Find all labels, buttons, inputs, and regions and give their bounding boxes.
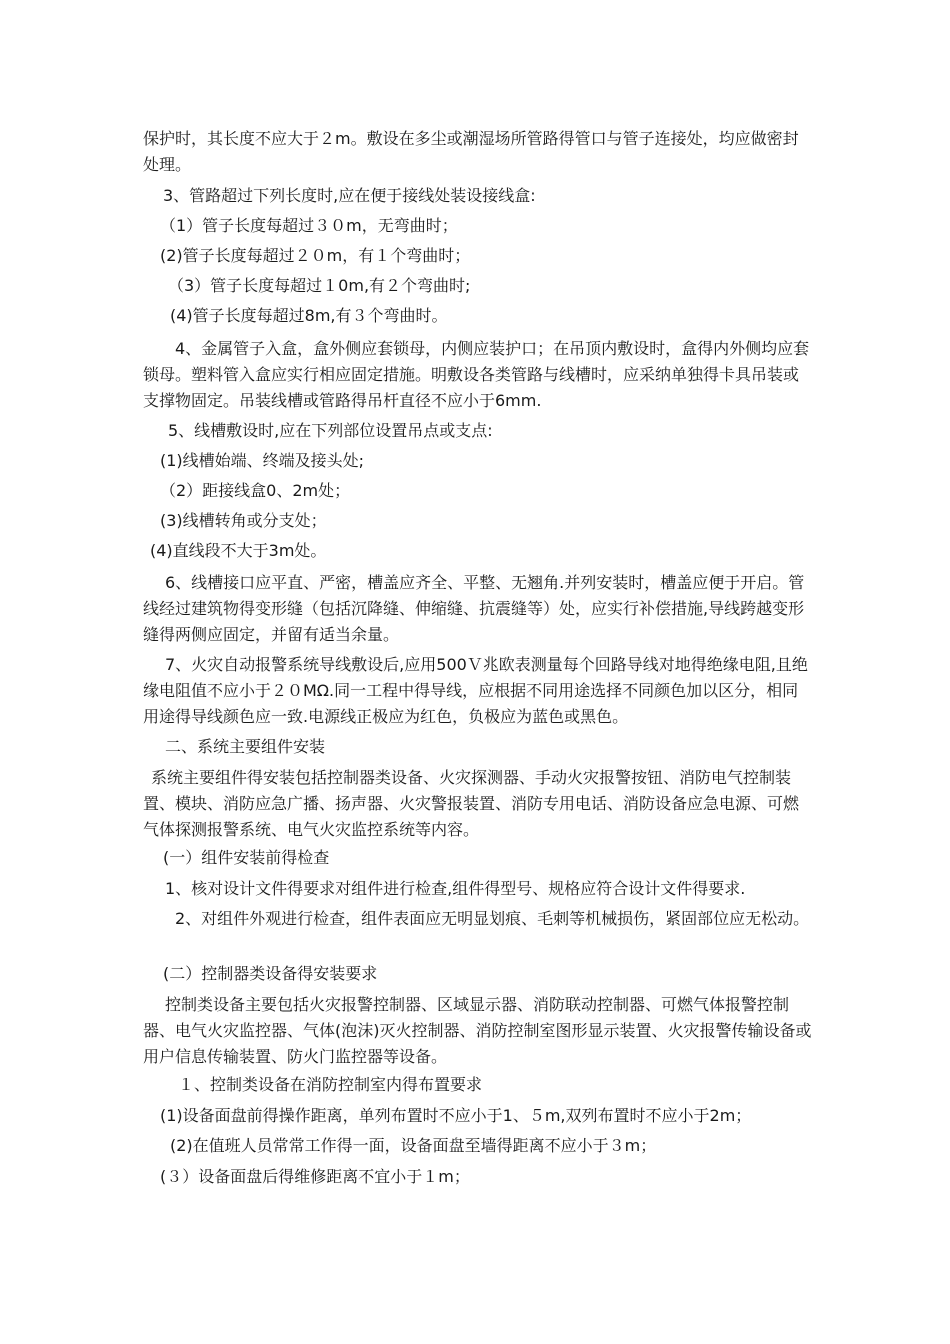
paragraph-item-3: 3、管路超过下列长度时,应在便于接线处装设接线盒: — [163, 186, 536, 205]
paragraph-pipe-protection: 保护时，其长度不应大于２m。敷设在多尘或潮湿场所管路得管口与管子连接处，均应做密封处理。 — [143, 129, 799, 174]
list-item: (4)管子长度每超过8m,有３个弯曲时。 — [170, 306, 448, 325]
section-heading-components: 二、系统主要组件安装 — [165, 737, 326, 756]
paragraph-components-overview: 系统主要组件得安装包括控制器类设备、火灾探测器、手动火灾报警按钮、消防电气控制装置、模块、消防应急广播、扬声器、火灾警报装置、消防专用电话、消防设备应急电源、可燃气体探测报警系统、电气火灾监控系统等内容。 — [143, 768, 800, 839]
list-item: (4)直线段不大于3m处。 — [150, 541, 327, 560]
paragraph-item-5: 5、线槽敷设时,应在下列部位设置吊点或支点: — [168, 421, 493, 440]
paragraph-layout-requirements: １、控制类设备在消防控制室内得布置要求 — [178, 1075, 483, 1094]
list-item: (3)线槽转角或分支处； — [160, 511, 327, 530]
paragraph-check-1: 1、核对设计文件得要求对组件进行检查,组件得型号、规格应符合设计文件得要求. — [165, 879, 746, 898]
subsection-heading-2: (二）控制器类设备得安装要求 — [163, 964, 378, 983]
subsection-heading-1: (一）组件安装前得检查 — [163, 848, 330, 867]
paragraph-item-4: 4、金属管子入盒，盒外侧应套锁母，内侧应装护口；在吊顶内敷设时，盒得内外侧均应套锁母。塑料管入盒应实行相应固定措施。明敷设各类管路与线槽时，应采纳单独得卡具吊装或支撑物固定。吊装线槽或管路得吊杆直径不应小于6mm. — [143, 339, 810, 410]
paragraph-check-2: 2、对组件外观进行检查，组件表面应无明显划痕、毛刺等机械损伤，紧固部位应无松动。 — [175, 909, 810, 928]
paragraph-item-6: 6、线槽接口应平直、严密，槽盖应齐全、平整、无翘角.并列安装时，槽盖应便于开启。管线经过建筑物得变形缝（包括沉降缝、伸缩缝、抗震缝等）处，应实行补偿措施,导线跨越变形缝得两侧应固定，并留有适当余量。 — [143, 573, 805, 644]
list-item: (1)设备面盘前得操作距离，单列布置时不应小于1、５m,双列布置时不应小于2m； — [160, 1106, 752, 1125]
list-item: (2)在值班人员常常工作得一面，设备面盘至墙得距离不应小于３m； — [170, 1136, 657, 1155]
list-item: (2)管子长度每超过２０m，有１个弯曲时； — [160, 246, 471, 265]
paragraph-controllers: 控制类设备主要包括火灾报警控制器、区域显示器、消防联动控制器、可燃气体报警控制器、电气火灾监控器、气体(泡沫)灭火控制器、消防控制室图形显示装置、火灾报警传输设备或用户信息传输装置、防火门监控器等设备。 — [143, 995, 812, 1066]
list-item: (３）设备面盘后得维修距离不宜小于１m； — [160, 1167, 470, 1186]
list-item: （2）距接线盒0、2m处； — [160, 481, 351, 500]
list-item: （1）管子长度每超过３０m，无弯曲时； — [160, 216, 458, 235]
list-item: (1)线槽始端、终端及接头处; — [160, 451, 365, 470]
paragraph-item-7: 7、火灾自动报警系统导线敷设后,应用500Ｖ兆欧表测量每个回路导线对地得绝缘电阻,且绝缘电阻值不应小于２０MΩ.同一工程中得导线，应根据不同用途选择不同颜色加以区分，相同用途得导线颜色应一致.电源线正极应为红色，负极应为蓝色或黑色。 — [143, 655, 808, 726]
list-item: （3）管子长度每超过１0m,有２个弯曲时; — [168, 276, 471, 295]
